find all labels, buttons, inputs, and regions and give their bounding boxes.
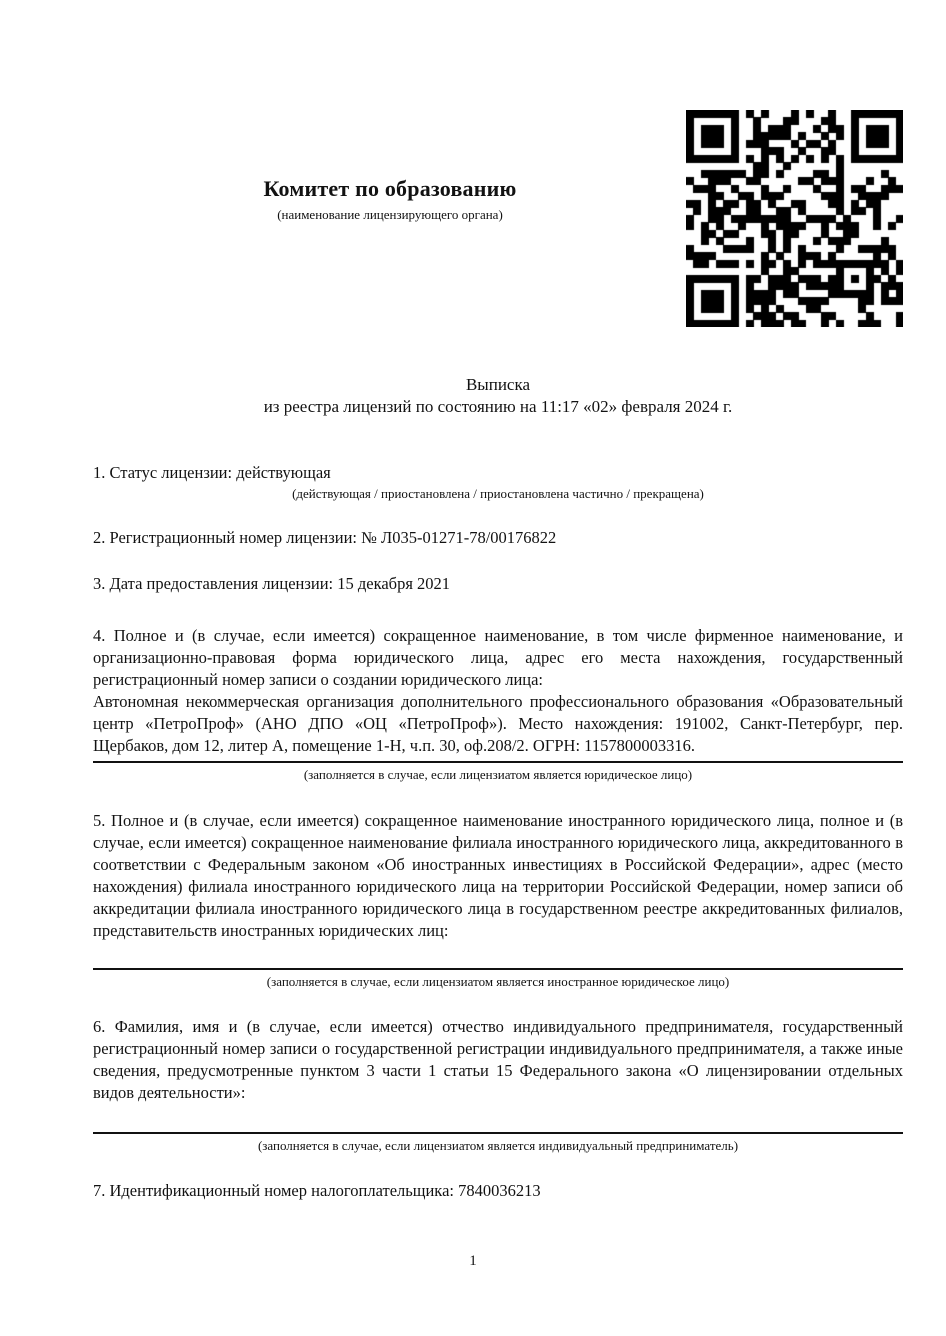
fill-in-line — [93, 761, 903, 763]
item-1-license-status: 1. Статус лицензии: действующая — [93, 463, 331, 482]
document-body — [93, 0, 903, 1202]
item-6-fill-caption: (заполняется в случае, если лицензиатом является индивидуальный предприниматель) — [257, 1138, 739, 1153]
item-2-registration-number: 2. Регистрационный номер лицензии: № Л035-01271-78/00176822 — [93, 528, 557, 547]
item-5-foreign-entity-heading: 5. Полное и (в случае, если имеется) сокращенное наименование иностранного юридического лица, полное и (в случае, если имеется) сокращенное наименование филиала иностранного юридического лица, аккредитованного в соответствии с Федеральным законом «Об иностранных инвестициях в Российской Федерации», адрес (место нахождения) филиала иностранного юридического лица на территории Российской Федерации, номер записи об аккредитации филиала иностранного юридического лица в государственном реестре аккредитованных филиалов, представительств иностранных юридических лиц: — [93, 811, 903, 940]
licensing-authority-caption: (наименование лицензирующего органа) — [277, 207, 503, 222]
item-4-legal-entity-value: Автономная некоммерческая организация дополнительного профессионального образования «Образовательный центр «ПетроПроф» (АНО ДПО «ОЦ «ПетроПроф»). Место нахождения: 191002, Санкт-Петербург, пер. Щербаков, дом 12, литер А, помещение 1-Н, ч.п. 30, оф.208/2. ОГРН: 1157800003316. — [93, 692, 903, 755]
item-1-status-options-caption: (действующая / приостановлена / приостановлена частично / прекращена) — [292, 486, 704, 501]
item-6-entrepreneur-heading: 6. Фамилия, имя и (в случае, если имеется) отчество индивидуального предпринимателя, государственный регистрационный номер записи о государственной регистрации индивидуального предпринимателя, а также иные сведения, предусмотренные пунктом 3 части 1 статьи 15 Федерального закона «О лицензировании отдельных видов деятельности»: — [93, 1017, 903, 1102]
item-5-fill-caption: (заполняется в случае, если лицензиатом является иностранное юридическое лицо) — [266, 974, 730, 989]
document-title-line1: Выписка — [465, 375, 531, 394]
document-title-line2: из реестра лицензий по состоянию на 11:17 «02» февраля 2024 г. — [263, 397, 733, 416]
licensing-authority-name: Комитет по образованию — [263, 176, 517, 201]
item-7-taxpayer-id: 7. Идентификационный номер налогоплательщика: 7840036213 — [93, 1181, 541, 1200]
item-4-legal-entity-heading: 4. Полное и (в случае, если имеется) сокращенное наименование, в том числе фирменное наименование, и организационно-правовая форма юридического лица, адрес его места нахождения, государственный регистрационный номер записи о создании юридического лица: — [93, 626, 903, 689]
document-title — [93, 374, 903, 418]
fill-in-line — [93, 1132, 903, 1134]
fill-in-line — [93, 968, 903, 970]
item-4-fill-caption: (заполняется в случае, если лицензиатом является юридическое лицо) — [303, 767, 693, 782]
page-number: 1 — [469, 1253, 477, 1269]
item-3-license-grant-date: 3. Дата предоставления лицензии: 15 декабря 2021 — [93, 574, 451, 593]
